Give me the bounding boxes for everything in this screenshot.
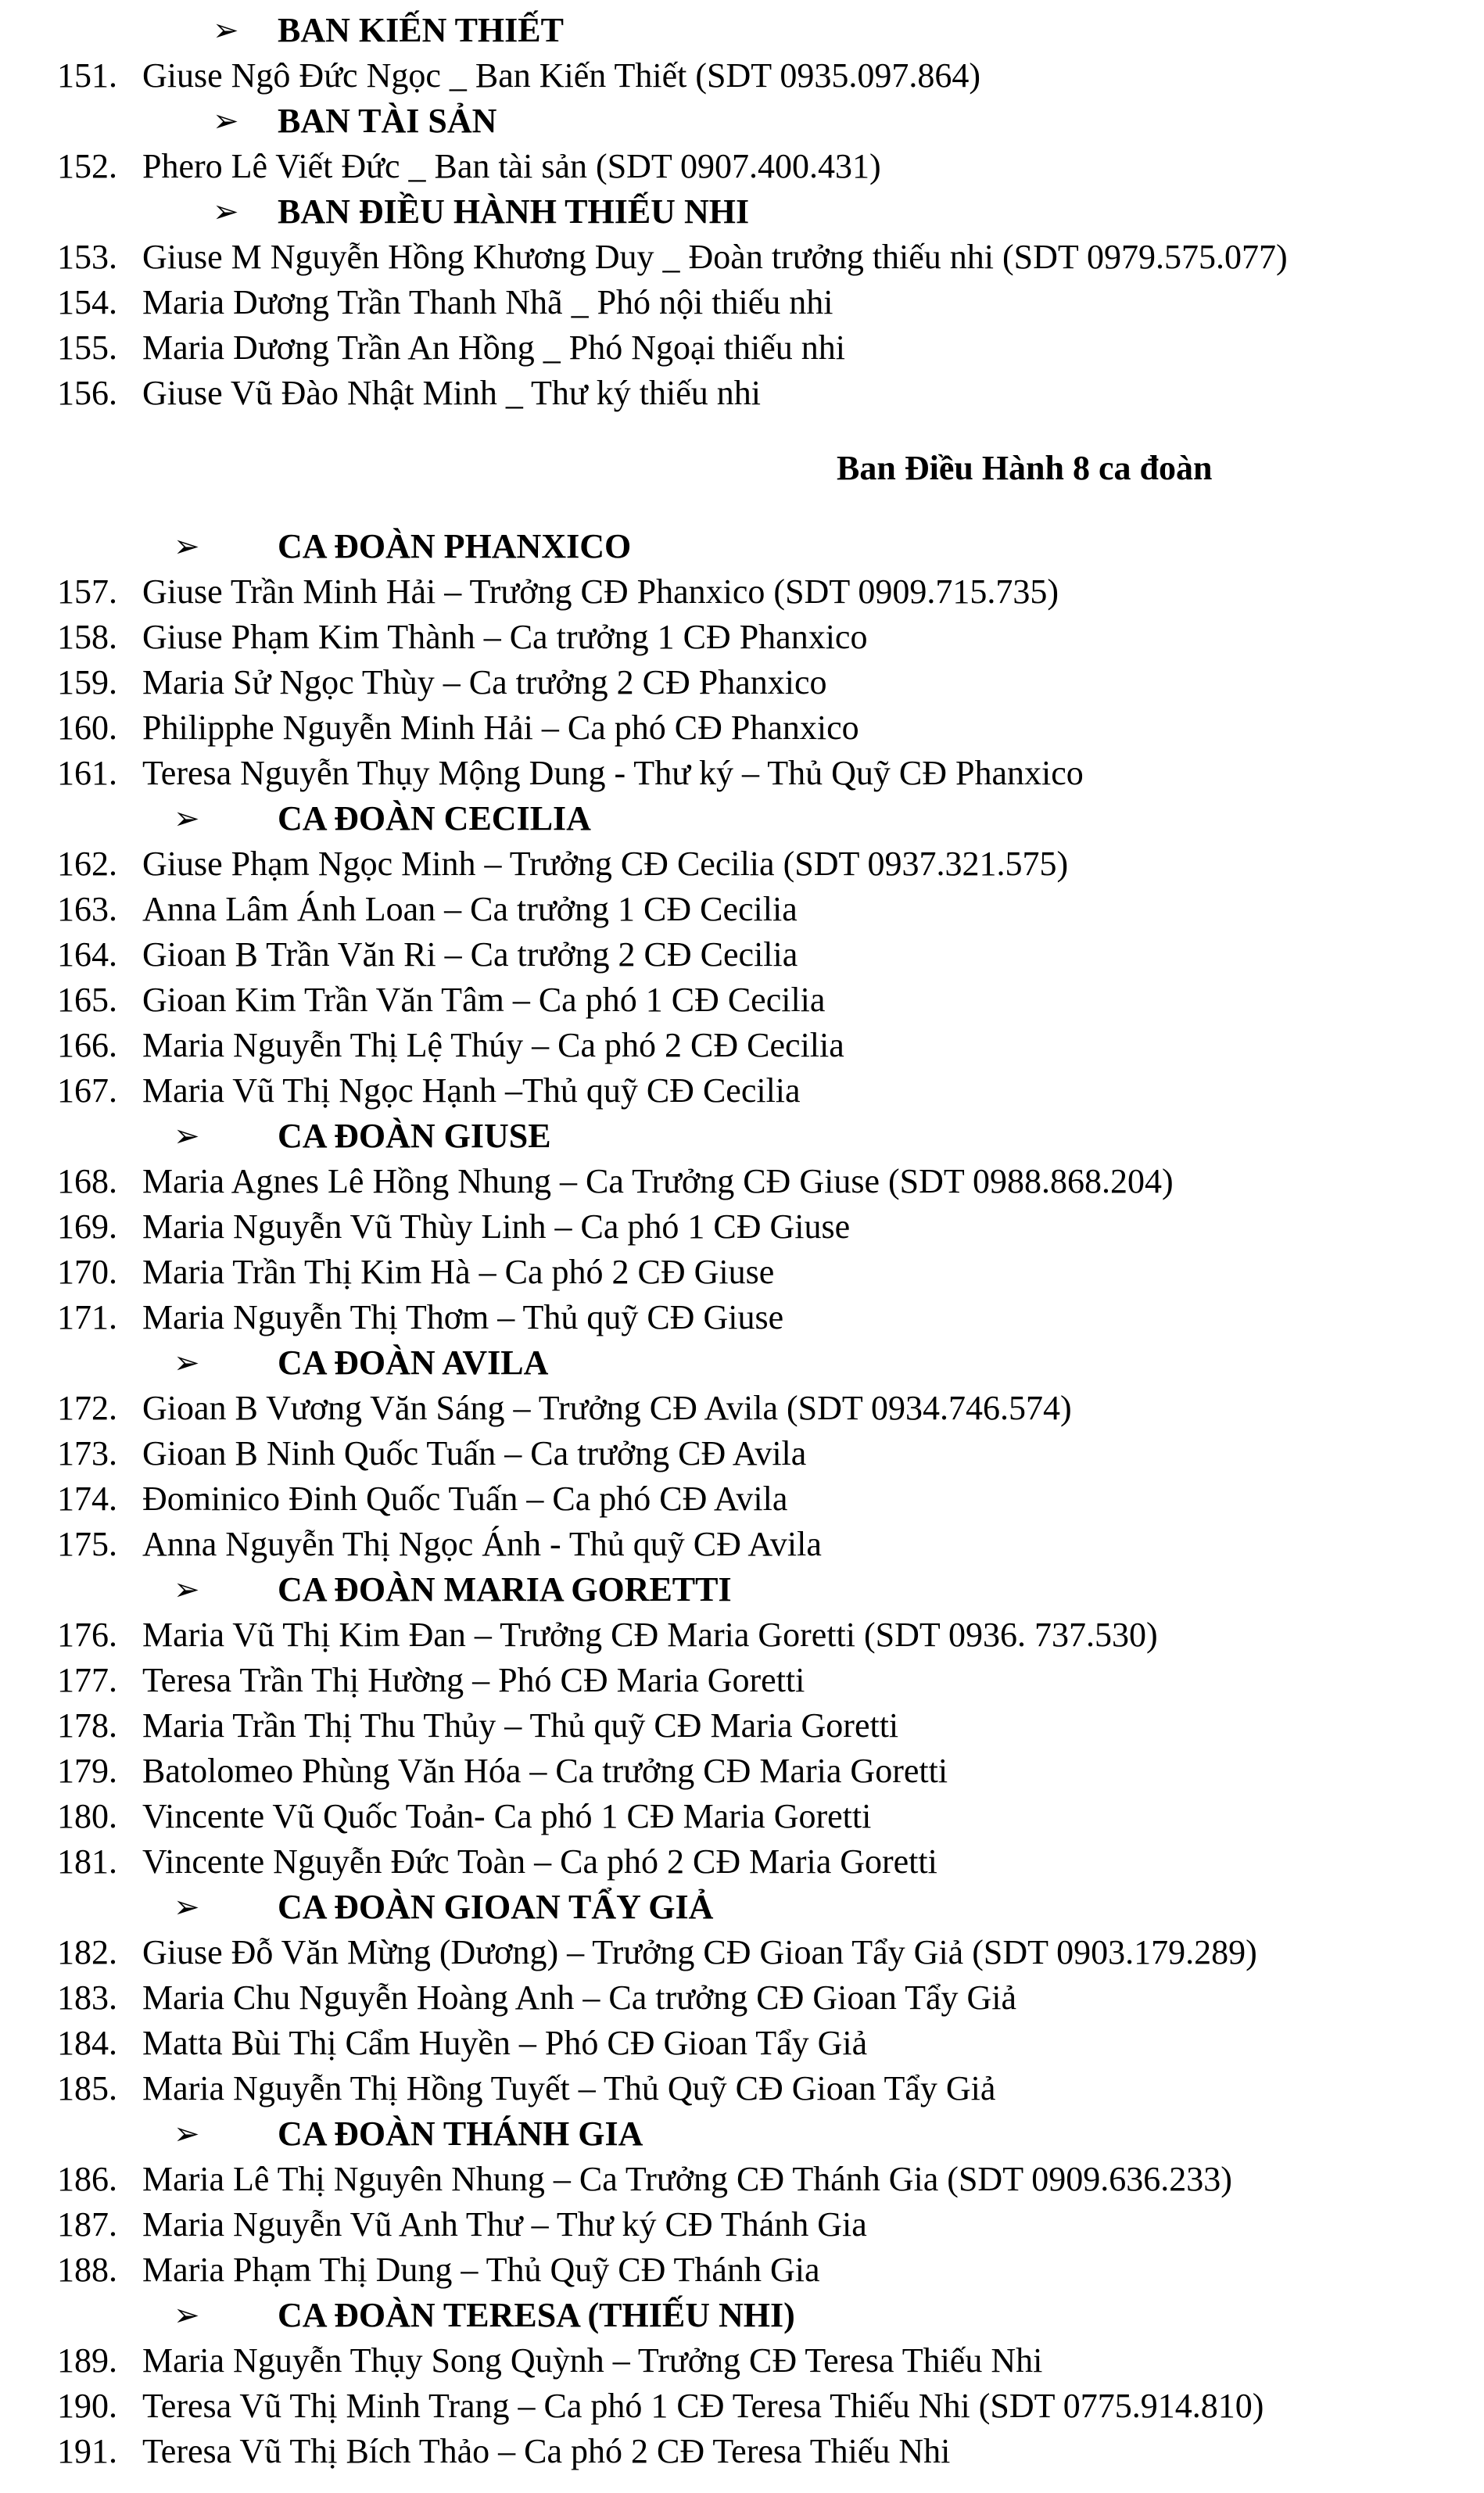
list-item [0, 977, 1484, 1023]
section-heading [0, 524, 1484, 569]
arrow-bullet-icon: ➢ [174, 1345, 200, 1380]
list-item-number: 154. [57, 283, 117, 321]
list-item-number: 151. [57, 56, 117, 95]
list-item-text: Maria Dương Trần An Hồng _ Phó Ngoại thiếu nhi [142, 328, 845, 367]
list-item-text: Giuse Ngô Đức Ngọc _ Ban Kiến Thiết (SDT 0935.097.864) [142, 56, 980, 95]
list-item-text: Giuse Vũ Đào Nhật Minh _ Thư ký thiếu nhi [142, 374, 761, 412]
list-item-number: 184. [57, 2024, 117, 2062]
list-item-number: 176. [57, 1616, 117, 1654]
section-heading-text: CA ĐOÀN GIUSE [278, 1117, 551, 1155]
list-item-number: 182. [57, 1933, 117, 1971]
section-heading [0, 796, 1484, 841]
list-item [0, 144, 1484, 189]
list-item-number: 161. [57, 754, 117, 792]
list-item-number: 185. [57, 2069, 117, 2107]
list-item-number: 152. [57, 147, 117, 185]
list-item-text: Gioan Kim Trần Văn Tâm – Ca phó 1 CĐ Cecilia [142, 981, 826, 1019]
arrow-bullet-icon: ➢ [174, 801, 200, 836]
list-item-number: 188. [57, 2251, 117, 2289]
list-item-number: 169. [57, 1207, 117, 1246]
section-heading-text: CA ĐOÀN TERESA (THIẾU NHI) [278, 2296, 795, 2334]
section-heading-text: CA ĐOÀN MARIA GORETTI [278, 1570, 732, 1609]
list-item-number: 183. [57, 1978, 117, 2017]
section-heading [0, 189, 1484, 235]
section-heading [0, 2293, 1484, 2338]
list-item-text: Batolomeo Phùng Văn Hóa – Ca trưởng CĐ Maria Goretti [142, 1752, 948, 1790]
list-item-number: 191. [57, 2432, 117, 2470]
section-heading [0, 99, 1484, 144]
list-item [0, 1612, 1484, 1658]
list-item-text: Gioan B Trần Văn Ri – Ca trưởng 2 CĐ Cecilia [142, 935, 798, 974]
list-item [0, 1749, 1484, 1794]
list-item [0, 1250, 1484, 1295]
list-item-number: 156. [57, 374, 117, 412]
list-item-number: 177. [57, 1661, 117, 1699]
list-item-text: Vincente Vũ Quốc Toản- Ca phó 1 CĐ Maria Goretti [142, 1797, 872, 1835]
list-item [0, 569, 1484, 615]
list-item [0, 1204, 1484, 1250]
list-item [0, 1295, 1484, 1340]
list-item-number: 168. [57, 1162, 117, 1200]
list-item-number: 174. [57, 1480, 117, 1518]
list-item-text: Gioan B Ninh Quốc Tuấn – Ca trưởng CĐ Avila [142, 1434, 807, 1472]
arrow-bullet-icon: ➢ [174, 1572, 200, 1607]
list-item-number: 170. [57, 1253, 117, 1291]
arrow-bullet-icon: ➢ [213, 103, 239, 138]
list-item-text: Maria Vũ Thị Ngọc Hạnh –Thủ quỹ CĐ Cecilia [142, 1071, 801, 1110]
list-item [0, 53, 1484, 99]
list-item-number: 157. [57, 572, 117, 611]
list-item-number: 155. [57, 328, 117, 367]
list-item-number: 163. [57, 890, 117, 928]
list-item-number: 180. [57, 1797, 117, 1835]
list-item-number: 167. [57, 1071, 117, 1110]
list-item [0, 2066, 1484, 2111]
list-item [0, 1159, 1484, 1204]
list-item [0, 1975, 1484, 2021]
list-item-text: Anna Lâm Ánh Loan – Ca trưởng 1 CĐ Cecilia [142, 890, 798, 928]
list-item [0, 705, 1484, 751]
arrow-bullet-icon: ➢ [174, 2116, 200, 2151]
list-item-number: 171. [57, 1298, 117, 1336]
arrow-bullet-icon: ➢ [174, 2298, 200, 2333]
list-item-number: 189. [57, 2341, 117, 2380]
list-item [0, 2021, 1484, 2066]
list-item-text: Maria Nguyễn Thị Lệ Thúy – Ca phó 2 CĐ Cecilia [142, 1026, 844, 1064]
list-item-text: Vincente Nguyễn Đức Toàn – Ca phó 2 CĐ Maria Goretti [142, 1842, 937, 1881]
list-item-number: 190. [57, 2387, 117, 2425]
section-heading-text: CA ĐOÀN AVILA [278, 1343, 549, 1382]
list-item-number: 179. [57, 1752, 117, 1790]
list-item [0, 371, 1484, 416]
list-item-number: 159. [57, 663, 117, 701]
list-item-text: Matta Bùi Thị Cẩm Huyền – Phó CĐ Gioan Tẩy Giả [142, 2024, 868, 2062]
section-heading [0, 1114, 1484, 1159]
list-item-number: 164. [57, 935, 117, 974]
arrow-bullet-icon: ➢ [174, 1118, 200, 1153]
list-item-text: Maria Dương Trần Thanh Nhã _ Phó nội thiếu nhi [142, 283, 833, 321]
list-item-text: Maria Nguyễn Thụy Song Quỳnh – Trưởng CĐ Teresa Thiếu Nhi [142, 2341, 1043, 2380]
list-item-number: 166. [57, 1026, 117, 1064]
section-heading [0, 1340, 1484, 1386]
list-item-text: Gioan B Vương Văn Sáng – Trưởng CĐ Avila (SDT 0934.746.574) [142, 1389, 1072, 1427]
list-item-number: 187. [57, 2205, 117, 2244]
list-item [0, 1476, 1484, 1522]
list-item-text: Maria Lê Thị Nguyên Nhung – Ca Trưởng CĐ Thánh Gia (SDT 0909.636.233) [142, 2160, 1232, 2198]
list-item [0, 280, 1484, 325]
section-heading [0, 8, 1484, 53]
list-item [0, 2247, 1484, 2293]
list-item [0, 751, 1484, 796]
list-item-text: Teresa Vũ Thị Minh Trang – Ca phó 1 CĐ Teresa Thiếu Nhi (SDT 0775.914.810) [142, 2387, 1264, 2425]
section-heading [0, 1567, 1484, 1612]
list-item [0, 1703, 1484, 1749]
list-item [0, 1023, 1484, 1068]
list-item [0, 2384, 1484, 2429]
list-item [0, 841, 1484, 887]
list-item [0, 235, 1484, 280]
list-item [0, 615, 1484, 660]
list-item-number: 181. [57, 1842, 117, 1881]
list-item-number: 175. [57, 1525, 117, 1563]
list-item-text: Maria Vũ Thị Kim Đan – Trưởng CĐ Maria Goretti (SDT 0936. 737.530) [142, 1616, 1158, 1654]
list-item-text: Maria Nguyễn Vũ Thùy Linh – Ca phó 1 CĐ Giuse [142, 1207, 851, 1246]
list-item [0, 1068, 1484, 1114]
list-item [0, 1839, 1484, 1885]
list-item [0, 2338, 1484, 2384]
section-heading-text: BAN ĐIỀU HÀNH THIẾU NHI [278, 192, 750, 231]
list-item-text: Anna Nguyễn Thị Ngọc Ánh - Thủ quỹ CĐ Avila [142, 1525, 822, 1563]
list-item-text: Maria Nguyễn Thị Hồng Tuyết – Thủ Quỹ CĐ Gioan Tẩy Giả [142, 2069, 996, 2107]
section-heading-text: BAN KIẾN THIẾT [278, 11, 564, 49]
list-item-text: Giuse Phạm Kim Thành – Ca trưởng 1 CĐ Phanxico [142, 618, 868, 656]
list-item [0, 932, 1484, 977]
list-item [0, 1658, 1484, 1703]
list-item-text: Philipphe Nguyễn Minh Hải – Ca phó CĐ Phanxico [142, 708, 859, 747]
list-item-text: Maria Agnes Lê Hồng Nhung – Ca Trưởng CĐ Giuse (SDT 0988.868.204) [142, 1162, 1174, 1200]
list-item-number: 172. [57, 1389, 117, 1427]
section-heading-text: CA ĐOÀN CECILIA [278, 799, 591, 838]
section-heading-text: CA ĐOÀN GIOAN TẨY GIẢ [278, 1888, 714, 1926]
arrow-bullet-icon: ➢ [174, 1889, 200, 1924]
list-item-text: Maria Chu Nguyễn Hoàng Anh – Ca trưởng CĐ Gioan Tẩy Giả [142, 1978, 1017, 2017]
list-item-text: Maria Sử Ngọc Thùy – Ca trưởng 2 CĐ Phanxico [142, 663, 827, 701]
list-item-text: Maria Trần Thị Thu Thủy – Thủ quỹ CĐ Maria Goretti [142, 1706, 899, 1745]
section-heading [0, 1885, 1484, 1930]
list-item-text: Giuse Đỗ Văn Mừng (Dương) – Trưởng CĐ Gioan Tẩy Giả (SDT 0903.179.289) [142, 1933, 1257, 1971]
arrow-bullet-icon: ➢ [213, 13, 239, 48]
list-item-text: Giuse Phạm Ngọc Minh – Trưởng CĐ Cecilia (SDT 0937.321.575) [142, 845, 1069, 883]
list-item [0, 1431, 1484, 1476]
list-item-text: Phero Lê Viết Đức _ Ban tài sản (SDT 0907.400.431) [142, 147, 881, 185]
section-heading-text: BAN TÀI SẢN [278, 102, 497, 140]
list-item-number: 173. [57, 1434, 117, 1472]
list-item [0, 1794, 1484, 1839]
list-item-number: 186. [57, 2160, 117, 2198]
list-item [0, 2202, 1484, 2247]
list-item [0, 660, 1484, 705]
list-item-text: Giuse M Nguyễn Hồng Khương Duy _ Đoàn trưởng thiếu nhi (SDT 0979.575.077) [142, 238, 1288, 276]
list-item-text: Maria Nguyễn Vũ Anh Thư – Thư ký CĐ Thánh Gia [142, 2205, 867, 2244]
list-item [0, 2157, 1484, 2202]
list-item [0, 1522, 1484, 1567]
list-item-number: 153. [57, 238, 117, 276]
list-item-text: Teresa Trần Thị Hường – Phó CĐ Maria Goretti [142, 1661, 805, 1699]
list-item-number: 162. [57, 845, 117, 883]
list-item [0, 2429, 1484, 2474]
list-item-text: Teresa Vũ Thị Bích Thảo – Ca phó 2 CĐ Teresa Thiếu Nhi [142, 2432, 951, 2470]
section-heading-text: CA ĐOÀN THÁNH GIA [278, 2115, 643, 2153]
list-item [0, 1930, 1484, 1975]
list-item-text: Maria Phạm Thị Dung – Thủ Quỹ CĐ Thánh Gia [142, 2251, 820, 2289]
list-item-text: Maria Trần Thị Kim Hà – Ca phó 2 CĐ Giuse [142, 1253, 775, 1291]
subsection-title [0, 446, 1484, 491]
subsection-title-text: Ban Điều Hành 8 ca đoàn [837, 449, 1213, 487]
list-item-number: 160. [57, 708, 117, 747]
arrow-bullet-icon: ➢ [174, 529, 200, 564]
list-item-number: 158. [57, 618, 117, 656]
list-item [0, 1386, 1484, 1431]
list-item-text: Maria Nguyễn Thị Thơm – Thủ quỹ CĐ Giuse [142, 1298, 784, 1336]
arrow-bullet-icon: ➢ [213, 194, 239, 229]
list-item-number: 178. [57, 1706, 117, 1745]
section-heading [0, 2111, 1484, 2157]
section-heading-text: CA ĐOÀN PHANXICO [278, 527, 632, 565]
list-item-text: Đominico Đinh Quốc Tuấn – Ca phó CĐ Avila [142, 1480, 788, 1518]
list-item [0, 887, 1484, 932]
list-item-text: Giuse Trần Minh Hải – Trưởng CĐ Phanxico (SDT 0909.715.735) [142, 572, 1059, 611]
list-item-text: Teresa Nguyễn Thụy Mộng Dung - Thư ký – Thủ Quỹ CĐ Phanxico [142, 754, 1084, 792]
list-item-number: 165. [57, 981, 117, 1019]
list-item [0, 325, 1484, 371]
